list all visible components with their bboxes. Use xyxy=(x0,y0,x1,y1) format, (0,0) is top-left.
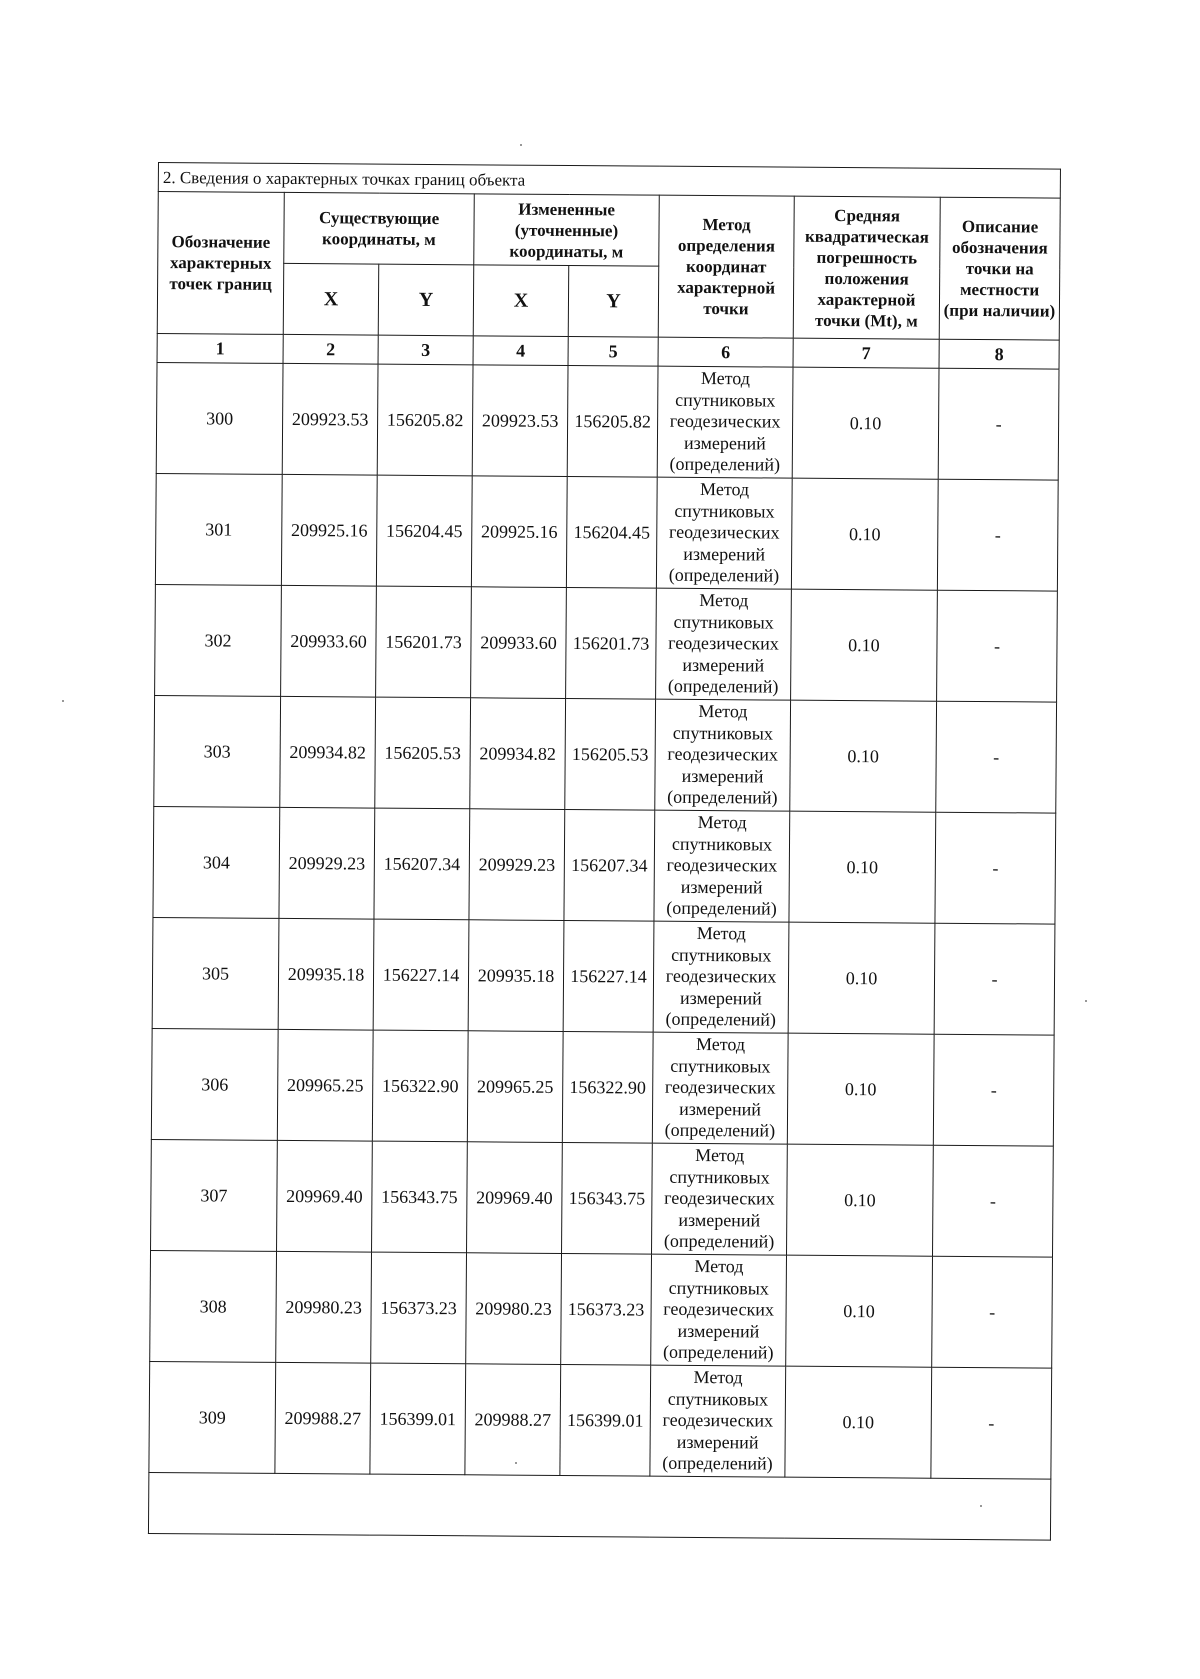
method-cell: Метод спутниковых геодезических измерений (определений) xyxy=(656,588,792,700)
table-row xyxy=(151,1139,1054,1257)
header-changed-coordinates: Измененные (уточненные) координаты, м xyxy=(474,194,660,266)
y-changed-cell: 156399.01 xyxy=(560,1364,651,1476)
scan-speck xyxy=(1085,1000,1087,1002)
point-id-cell: 305 xyxy=(152,917,279,1029)
y-existing-cell: 156322.90 xyxy=(372,1030,468,1142)
column-number: 3 xyxy=(378,335,473,365)
y-changed-cell: 156204.45 xyxy=(566,477,657,589)
boundary-points-table xyxy=(148,162,1061,1541)
header-y-existing: Y xyxy=(378,264,474,336)
table-row xyxy=(153,806,1056,924)
header-x-changed: X xyxy=(473,265,569,337)
accuracy-cell: 0.10 xyxy=(787,1033,934,1145)
method-cell: Метод спутниковых геодезических измерений (определений) xyxy=(654,810,790,922)
table-row xyxy=(155,584,1058,702)
description-cell: - xyxy=(936,701,1057,813)
description-cell: - xyxy=(937,479,1058,591)
x-changed-cell: 209923.53 xyxy=(472,365,568,477)
y-existing-cell: 156207.34 xyxy=(374,808,470,920)
accuracy-cell: 0.10 xyxy=(790,700,937,812)
accuracy-cell: 0.10 xyxy=(786,1255,933,1367)
point-id-cell: 306 xyxy=(151,1028,278,1140)
x-changed-cell: 209933.60 xyxy=(471,587,567,699)
description-cell: - xyxy=(938,368,1059,480)
x-changed-cell: 209935.18 xyxy=(468,920,564,1032)
accuracy-cell: 0.10 xyxy=(788,922,935,1034)
description-cell: - xyxy=(932,1256,1053,1368)
x-changed-cell: 209969.40 xyxy=(467,1142,563,1254)
y-changed-cell: 156227.14 xyxy=(563,920,654,1032)
point-id-cell: 303 xyxy=(154,695,281,807)
x-existing-cell: 209988.27 xyxy=(275,1362,371,1474)
column-number: 7 xyxy=(793,338,939,368)
section-title: 2. Сведения о характерных точках границ объекта xyxy=(158,163,1060,199)
x-existing-cell: 209980.23 xyxy=(276,1251,372,1363)
column-number: 2 xyxy=(283,334,378,364)
y-changed-cell: 156205.53 xyxy=(565,699,656,811)
column-number: 5 xyxy=(568,337,658,367)
accuracy-cell: 0.10 xyxy=(791,589,938,701)
y-changed-cell: 156343.75 xyxy=(562,1142,653,1254)
y-existing-cell: 156204.45 xyxy=(376,475,472,587)
point-id-cell: 309 xyxy=(149,1361,276,1473)
x-changed-cell: 209929.23 xyxy=(469,809,565,921)
point-id-cell: 300 xyxy=(156,362,283,474)
method-cell: Метод спутниковых геодезических измерений (определений) xyxy=(655,699,791,811)
x-existing-cell: 209969.40 xyxy=(277,1140,373,1252)
x-existing-cell: 209933.60 xyxy=(281,585,377,697)
method-cell: Метод спутниковых геодезических измерений (определений) xyxy=(656,477,792,589)
description-cell: - xyxy=(932,1145,1053,1257)
table-row xyxy=(150,1250,1053,1368)
description-cell: - xyxy=(934,923,1055,1035)
y-changed-cell: 156373.23 xyxy=(561,1253,652,1365)
y-existing-cell: 156205.53 xyxy=(375,697,471,809)
table-row xyxy=(151,1028,1054,1146)
point-id-cell: 304 xyxy=(153,806,280,918)
column-number: 4 xyxy=(473,336,568,366)
x-existing-cell: 209965.25 xyxy=(277,1029,373,1141)
y-existing-cell: 156343.75 xyxy=(372,1141,468,1253)
header-x-existing: X xyxy=(283,263,379,335)
y-existing-cell: 156227.14 xyxy=(373,919,469,1031)
y-existing-cell: 156373.23 xyxy=(371,1252,467,1364)
accuracy-cell: 0.10 xyxy=(785,1366,932,1478)
document-sheet xyxy=(148,162,1060,1541)
point-id-cell: 307 xyxy=(151,1139,278,1251)
header-accuracy: Средняя квадратическая погрешность положения характерной точки (Mt), м xyxy=(793,196,940,339)
header-description: Описание обозначения точки на местности (при наличии) xyxy=(939,197,1060,340)
x-existing-cell: 209923.53 xyxy=(282,363,378,475)
description-cell: - xyxy=(931,1367,1052,1479)
description-cell: - xyxy=(933,1034,1054,1146)
x-changed-cell: 209925.16 xyxy=(471,476,567,588)
table-row xyxy=(155,473,1058,591)
x-changed-cell: 209988.27 xyxy=(465,1364,561,1476)
y-changed-cell: 156322.90 xyxy=(562,1031,653,1143)
x-changed-cell: 209965.25 xyxy=(467,1031,563,1143)
accuracy-cell: 0.10 xyxy=(789,811,936,923)
description-cell: - xyxy=(937,590,1058,702)
method-cell: Метод спутниковых геодезических измерений (определений) xyxy=(652,1032,788,1144)
y-changed-cell: 156205.82 xyxy=(567,366,658,478)
accuracy-cell: 0.10 xyxy=(791,478,938,590)
accuracy-cell: 0.10 xyxy=(787,1144,934,1256)
table-row xyxy=(156,362,1059,480)
header-point-designation: Обозначение характерных точек границ xyxy=(157,192,284,335)
description-cell: - xyxy=(935,812,1056,924)
table-row xyxy=(154,695,1057,813)
method-cell: Метод спутниковых геодезических измерений (определений) xyxy=(650,1365,786,1477)
accuracy-cell: 0.10 xyxy=(792,367,939,479)
y-existing-cell: 156399.01 xyxy=(370,1363,466,1475)
y-changed-cell: 156201.73 xyxy=(566,588,657,700)
method-cell: Метод спутниковых геодезических измерений (определений) xyxy=(657,366,793,478)
y-existing-cell: 156201.73 xyxy=(376,586,472,698)
header-method: Метод определения координат характерной точки xyxy=(658,195,794,338)
column-number: 1 xyxy=(157,333,283,363)
point-id-cell: 308 xyxy=(150,1250,277,1362)
x-changed-cell: 209934.82 xyxy=(470,698,566,810)
column-number: 8 xyxy=(939,339,1059,369)
scan-speck xyxy=(515,1462,517,1464)
scan-speck xyxy=(62,700,64,702)
x-changed-cell: 209980.23 xyxy=(466,1253,562,1365)
method-cell: Метод спутниковых геодезических измерений (определений) xyxy=(653,921,789,1033)
x-existing-cell: 209935.18 xyxy=(278,918,374,1030)
table-body xyxy=(149,362,1059,1479)
scan-speck xyxy=(520,144,522,146)
point-id-cell: 301 xyxy=(155,473,282,585)
column-number: 6 xyxy=(658,337,793,367)
y-changed-cell: 156207.34 xyxy=(564,809,655,921)
header-y-changed: Y xyxy=(568,266,659,338)
table-row xyxy=(149,1361,1052,1479)
y-existing-cell: 156205.82 xyxy=(377,364,473,476)
empty-footer-row xyxy=(148,1472,1050,1540)
header-existing-coordinates: Существующие координаты, м xyxy=(284,192,475,264)
table-row xyxy=(152,917,1055,1035)
method-cell: Метод спутниковых геодезических измерений (определений) xyxy=(652,1143,788,1255)
method-cell: Метод спутниковых геодезических измерений (определений) xyxy=(651,1254,787,1366)
x-existing-cell: 209934.82 xyxy=(280,696,376,808)
x-existing-cell: 209925.16 xyxy=(281,474,377,586)
x-existing-cell: 209929.23 xyxy=(279,807,375,919)
point-id-cell: 302 xyxy=(155,584,282,696)
scan-speck xyxy=(980,1505,982,1507)
